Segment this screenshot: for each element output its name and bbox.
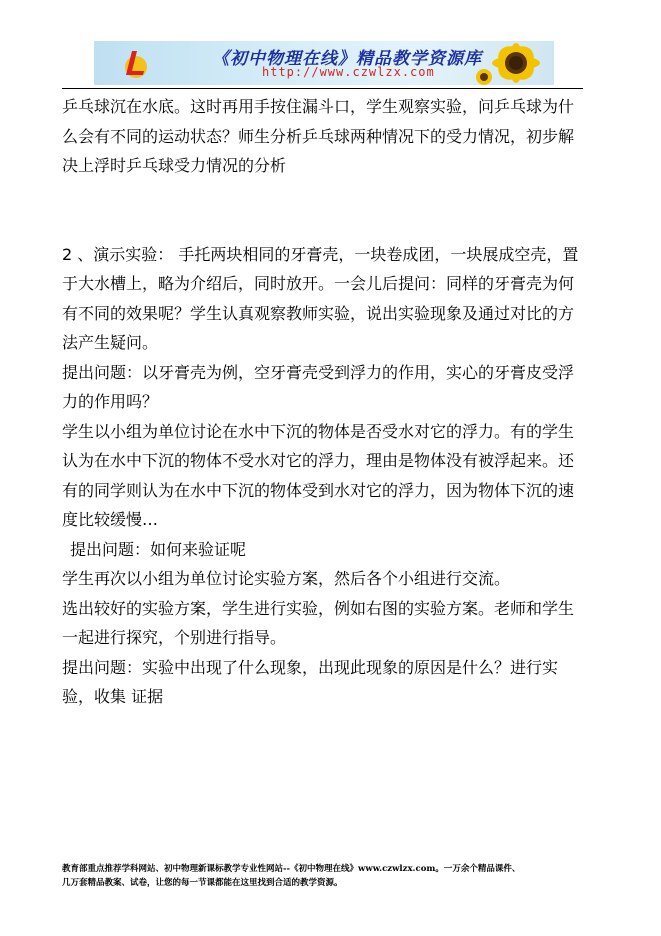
- banner-title: 《初中物理在线》精品教学资源库: [212, 49, 482, 69]
- paragraph-question-phenomenon: 提出问题：实验中出现了什么现象，出现此现象的原因是什么？进行实验，收集 证据: [62, 657, 559, 706]
- sunflower-icon: [476, 41, 550, 85]
- paragraph-plan-exchange: 学生再次以小组为单位讨论实验方案，然后各个小组进行交流。: [62, 569, 511, 588]
- site-logo-icon: [116, 45, 152, 81]
- paragraph-ping-pong: 乒乓球沉在水底。这时再用手按住漏斗口，学生观察实验，问乒乓球为什么会有不同的运动状态？师生分析乒乓球两种情况下的受力情况，初步解决上浮时乒乓球受力情况的分析: [62, 97, 575, 175]
- page-footer: [62, 862, 602, 890]
- footer-line-1: 教育部重点推荐学科网站、初中物理新课标教学专业性网站--《初中物理在线》www.czwlzx.com。一万余个精品课件、: [62, 864, 521, 874]
- header-banner: [94, 41, 554, 85]
- paragraph-question-verify: 提出问题：如何来验证呢: [70, 539, 247, 559]
- paragraph-question-toothpaste: 提出问题：以牙膏壳为例，空牙膏壳受到浮力的作用，实心的牙膏皮受浮力的作用吗？: [62, 362, 575, 411]
- paragraph-select-plan: 选出较好的实验方案，学生进行实验，例如右图的实验方案。老师和学生一起进行探究，个别进行指导。: [62, 598, 575, 647]
- paragraph-group-discussion: 学生以小组为单位讨论在水中下沉的物体是否受水对它的浮力。有的学生认为在水中下沉的物体不受水对它的浮力，理由是物体没有被浮起来。还有的同学则认为在水中下沉的物体受到水对它的浮力，因为物体下沉的速度比较缓慢…: [62, 421, 575, 529]
- paragraph-gap: [62, 181, 585, 240]
- footer-line-2: 几万套精品教案、试卷，让您的每一节课都能在这里找到合适的教学资源。: [62, 878, 343, 888]
- paragraph-demo-experiment: 2 、演示实验： 手托两块相同的牙膏壳，一块卷成团，一块展成空壳，置于大水槽上，略为介绍后，同时放开。一会儿后提问：同样的牙膏壳为何有不同的效果呢？学生认真观察教师实验，说出实验现象及通过对比的方法产生疑问。: [62, 244, 579, 352]
- document-body: [62, 92, 585, 712]
- banner-url[interactable]: http://www.czwlzx.com: [262, 65, 435, 79]
- header-divider: [62, 88, 583, 89]
